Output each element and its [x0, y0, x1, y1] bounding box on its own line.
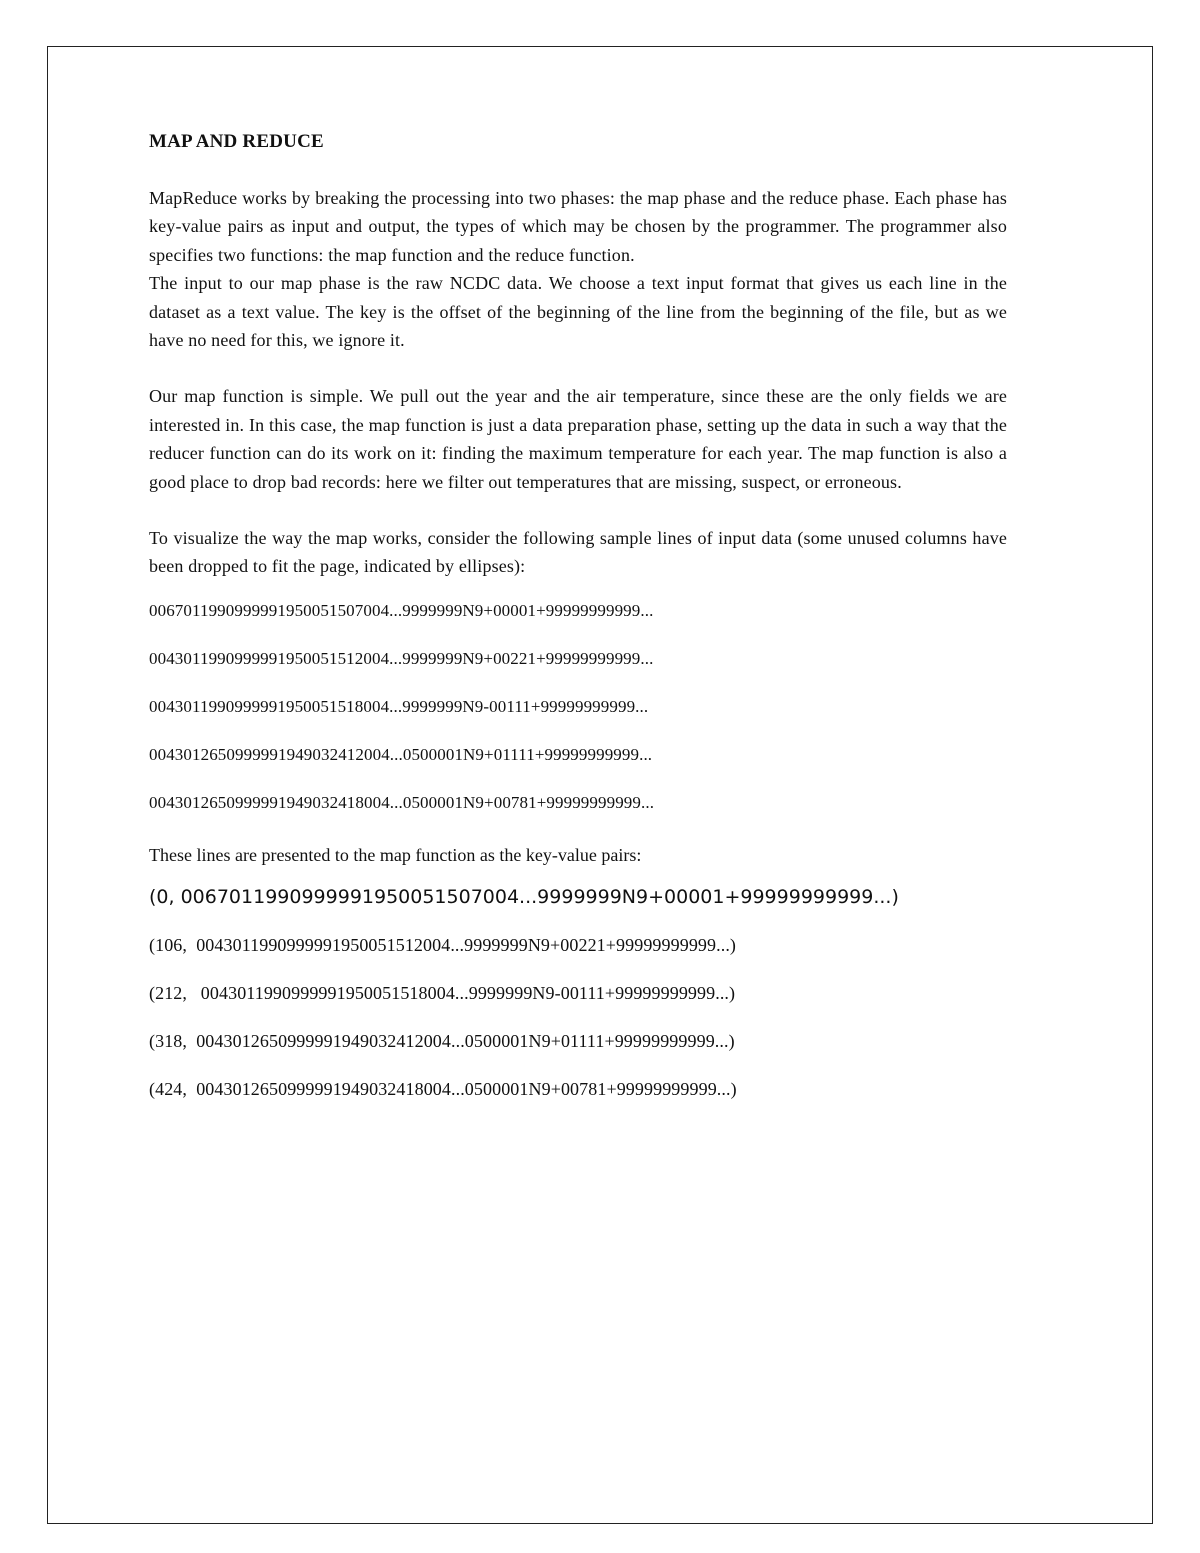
paragraph-input: The input to our map phase is the raw NCDC data. We choose a text input format that gives us each line in the dataset as a text value. The key is the offset of the beginning of the line from the beginning of the file, but as we have no need for this, we ignore it. [149, 273, 1007, 351]
paragraph-visualize: To visualize the way the map works, consider the following sample lines of input data (some unused columns have been dropped to fit the page, indicated by ellipses): [149, 528, 1007, 577]
document-body [149, 128, 1007, 1123]
kv-intro-text: These lines are presented to the map function as the key-value pairs: [149, 844, 642, 865]
sample-line: 0043012650999991949032418004...0500001N9+00781+99999999999... [149, 792, 655, 812]
kv-pair: (0, 0067011990999991950051507004...9999999N9+00001+99999999999...) [149, 885, 899, 908]
paragraph-map-function: Our map function is simple. We pull out the year and the air temperature, since these are the only fields we are interested in. In this case, the map function is just a data preparation phase, setting up the data in such a way that the reducer function can do its work on it: finding the maximum temperature for each year. The map function is also a good place to drop bad records: here we filter out temperatures that are missing, suspect, or erroneous. [149, 386, 1007, 492]
sample-line: 0043011990999991950051518004...9999999N9-00111+99999999999... [149, 696, 649, 716]
paragraph-intro: MapReduce works by breaking the processing into two phases: the map phase and the reduce phase. Each phase has key-value pairs as input and output, the types of which may be chosen by the programmer. The programmer also specifies two functions: the map function and the reduce function. [149, 188, 1007, 265]
sample-line: 0043012650999991949032412004...0500001N9+01111+99999999999... [149, 744, 653, 764]
kv-pair: (424, 0043012650999991949032418004...0500001N9+00781+99999999999...) [149, 1078, 737, 1099]
paragraph-gap [149, 496, 1007, 524]
kv-pair: (212, 0043011990999991950051518004...9999999N9-00111+99999999999...) [149, 982, 736, 1003]
paragraph-gap [149, 354, 1007, 382]
sample-line: 0067011990999991950051507004...9999999N9+00001+99999999999... [149, 600, 654, 620]
kv-pair: (106, 0043011990999991950051512004...9999999N9+00221+99999999999...) [149, 934, 737, 955]
key-value-pairs [149, 883, 1007, 1123]
sample-input-lines [149, 599, 1007, 839]
sample-line: 0043011990999991950051512004...9999999N9+00221+99999999999... [149, 648, 654, 668]
document-title: MAP AND REDUCE [149, 131, 324, 152]
kv-pair: (318, 0043012650999991949032412004...0500001N9+01111+99999999999...) [149, 1030, 735, 1051]
